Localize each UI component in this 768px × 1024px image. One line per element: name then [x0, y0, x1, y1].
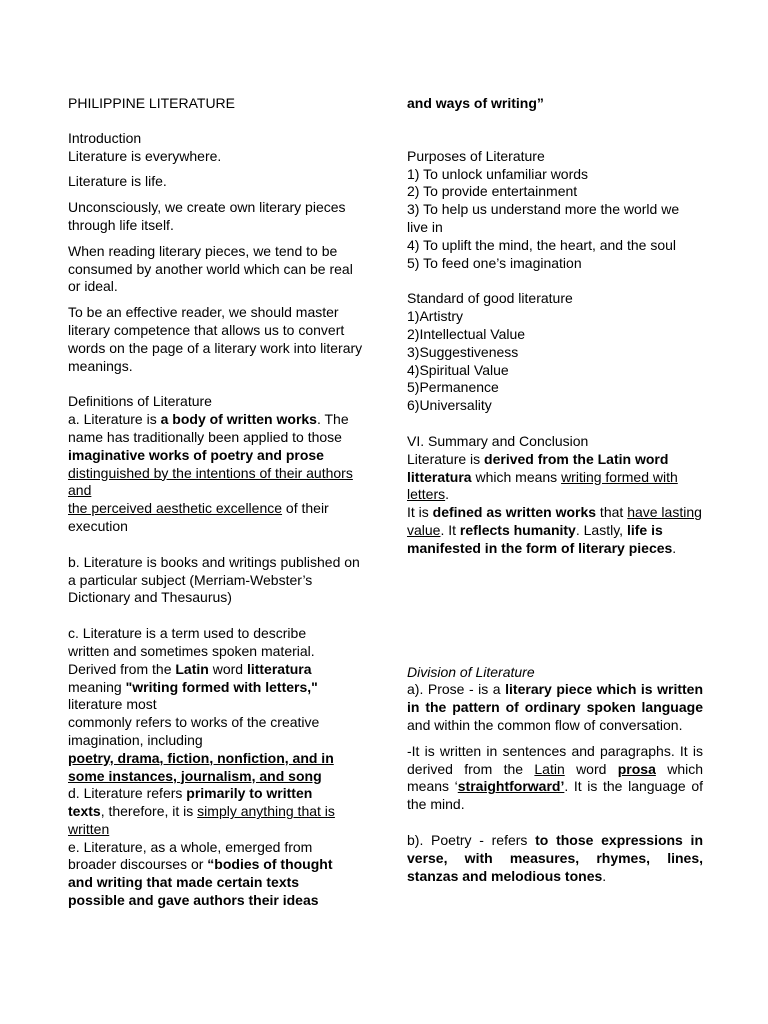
summary-paragraph-2: It is defined as written works that have lasting value. It reflects humanity. Lastly, life is manifested in the form of literary pieces. — [407, 504, 702, 556]
definition-e: e. Literature, as a whole, emerged from broader discourses or “bodies of thought and writing that made certain texts possible and gave authors their ideas — [68, 838, 333, 909]
purpose-item: 5) To feed one’s imagination — [407, 254, 582, 271]
intro-heading: Introduction — [68, 129, 142, 146]
definition-c: c. Literature is a term used to describe written and sometimes spoken material. Derived from the Latin word litteratura meaning "writing formed with letters," literature most commonly refers to works of the creative imagination, including poetry, drama, fiction, nonfiction, and in some instances, journalism, and song — [68, 625, 334, 784]
prose-detail-paragraph: -It is written in sentences and paragraphs. It is derived from the Latin word prosa which means ‘straightforward’. It is the language of the mind. — [407, 742, 703, 813]
page-title: PHILIPPINE LITERATURE — [68, 95, 236, 111]
standards-heading: Standard of good literature — [407, 290, 573, 307]
definition-d: d. Literature refers primarily to written texts, therefore, it is simply anything that is written — [68, 785, 335, 837]
standard-item: 2)Intellectual Value — [407, 325, 526, 342]
prose-paragraph: a). Prose - is a literary piece which is written in the pattern of ordinary spoken language and within the common flow of conversation. — [407, 681, 703, 733]
purpose-item: 1) To unlock unfamiliar words — [407, 165, 589, 182]
standard-item: 4)Spiritual Value — [407, 361, 509, 378]
intro-paragraph-2: Literature is life. — [68, 173, 167, 190]
purpose-item: 3) To help us understand more the world we live in — [407, 201, 680, 235]
standard-item: 3)Suggestiveness — [407, 343, 519, 360]
standard-item: 5)Permanence — [407, 379, 499, 396]
continued-text: and ways of writing” — [407, 95, 544, 111]
intro-paragraph-5: To be an effective reader, we should master literary competence that allows us to convert words on the page of a literary work into literary meanings. — [68, 304, 363, 374]
purpose-item: 4) To uplift the mind, the heart, and the soul — [407, 236, 677, 253]
definition-a: a. Literature is a body of written works. The name has traditionally been applied to those imaginative works of poetry and prose distinguished by the intentions of their authors and the perceived aesthetic excellence of their execution — [68, 411, 353, 534]
definition-b: b. Literature is books and writings published on a particular subject (Merriam-Webster’s Dictionary and Thesaurus) — [68, 553, 360, 606]
summary-paragraph-1: Literature is derived from the Latin word litteratura which means writing formed with letters. — [407, 450, 678, 503]
purposes-heading: Purposes of Literature — [407, 147, 545, 164]
standard-item: 1)Artistry — [407, 308, 463, 325]
intro-paragraph-4: When reading literary pieces, we tend to be consumed by another world which can be real or ideal. — [68, 242, 353, 295]
division-heading: Division of Literature — [407, 663, 535, 680]
intro-paragraph-1: Literature is everywhere. — [68, 147, 222, 164]
poetry-paragraph: b). Poetry - refers to those expressions in verse, with measures, rhymes, lines, stanzas and melodious tones. — [407, 831, 704, 884]
left-column — [68, 95, 368, 910]
intro-paragraph-3: Unconsciously, we create own literary pieces through life itself. — [68, 199, 346, 233]
standard-item: 6)Universality — [407, 397, 492, 414]
summary-heading: VI. Summary and Conclusion — [407, 432, 589, 449]
purpose-item: 2) To provide entertainment — [407, 183, 578, 200]
right-column — [407, 95, 703, 885]
definitions-heading: Definitions of Literature — [68, 393, 212, 410]
